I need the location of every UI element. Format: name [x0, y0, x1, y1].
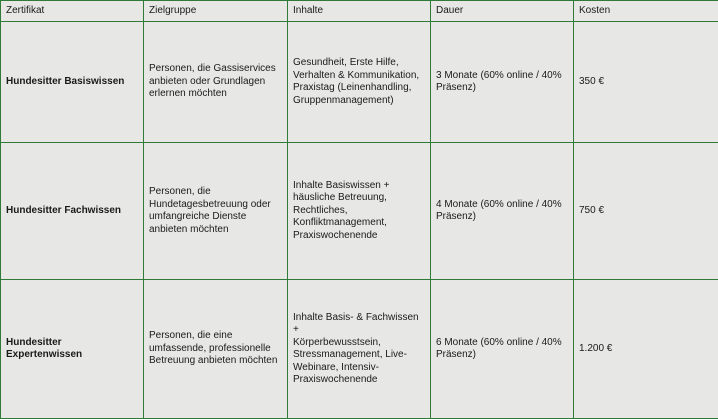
cell-zertifikat: Hundesitter Fachwissen	[1, 143, 144, 280]
cell-dauer: 4 Monate (60% online / 40% Präsenz)	[431, 143, 574, 280]
header-kosten: Kosten	[574, 1, 718, 22]
header-zertifikat: Zertifikat	[1, 1, 144, 22]
header-inhalte: Inhalte	[288, 1, 431, 22]
header-row	[1, 1, 718, 22]
table-row	[1, 143, 718, 280]
cell-kosten: 1.200 €	[574, 280, 718, 419]
header-dauer: Dauer	[431, 1, 574, 22]
cell-inhalte: Inhalte Basiswissen + häusliche Betreuung, Rechtliches, Konfliktmanagement, Praxiswochenende	[288, 143, 431, 280]
table-row	[1, 280, 718, 419]
cell-inhalte: Inhalte Basis- & Fachwissen + Körperbewusstsein, Stressmanagement, Live- Webinare, Intensiv- Praxiswochenende	[288, 280, 431, 419]
cell-zertifikat: Hundesitter Expertenwissen	[1, 280, 144, 419]
cell-zielgruppe: Personen, die eine umfassende, professionelle Betreuung anbieten möchten	[144, 280, 288, 419]
cell-dauer: 6 Monate (60% online / 40% Präsenz)	[431, 280, 574, 419]
header-zielgruppe: Zielgruppe	[144, 1, 288, 22]
cell-zielgruppe: Personen, die Hundetagesbetreuung oder umfangreiche Dienste anbieten möchten	[144, 143, 288, 280]
cell-dauer: 3 Monate (60% online / 40% Präsenz)	[431, 22, 574, 143]
cell-kosten: 750 €	[574, 143, 718, 280]
cell-kosten: 350 €	[574, 22, 718, 143]
cell-zertifikat: Hundesitter Basiswissen	[1, 22, 144, 143]
cell-inhalte: Gesundheit, Erste Hilfe, Verhalten & Kommunikation, Praxistag (Leinenhandling, Gruppenmanagement)	[288, 22, 431, 143]
cell-zielgruppe: Personen, die Gassiservices anbieten oder Grundlagen erlernen möchten	[144, 22, 288, 143]
table-row	[1, 22, 718, 143]
